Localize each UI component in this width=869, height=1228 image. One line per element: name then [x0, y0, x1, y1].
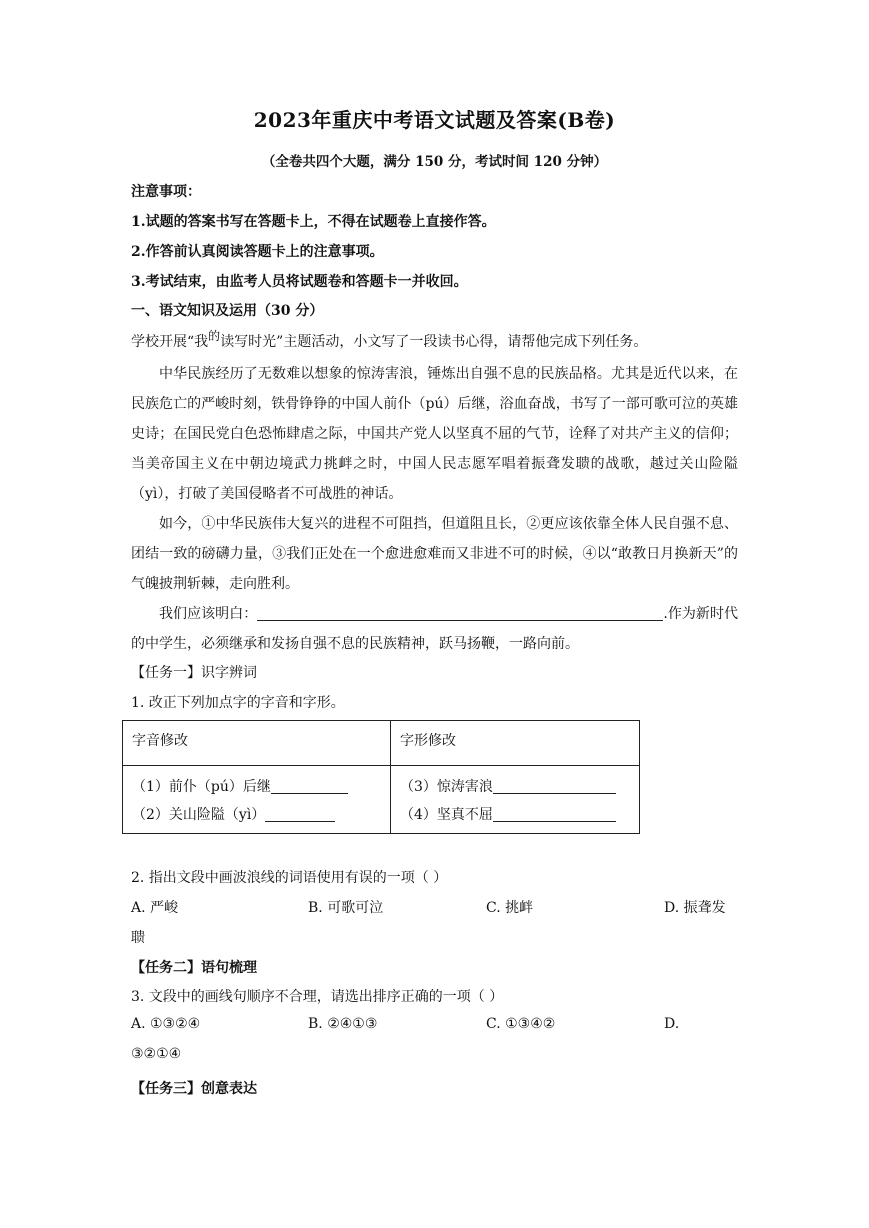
item-text: （2）关山险隘（yì）	[132, 807, 266, 823]
option-d[interactable]: D.	[664, 1016, 680, 1032]
table-header: 字音修改	[123, 721, 391, 766]
intro-text	[131, 331, 647, 351]
reading-passage	[131, 359, 738, 659]
notice-item: 1.试题的答案书写在答题卡上，不得在试题卷上直接作答。	[131, 214, 496, 230]
answer-blank[interactable]	[257, 606, 663, 621]
table-item	[132, 773, 390, 801]
notice-item: 2.作答前认真阅读答题卡上的注意事项。	[131, 244, 384, 260]
answer-blank[interactable]	[493, 807, 616, 822]
option-a[interactable]: A. 严峻	[131, 900, 179, 916]
answer-blank[interactable]	[271, 779, 348, 794]
passage-p3-prefix: 我们应该明白：	[159, 606, 258, 622]
exam-info: （全卷共四个大题，满分 150 分，考试时间 120 分钟）	[261, 154, 608, 170]
section-heading: 一、语文知识及运用（30 分）	[131, 303, 324, 319]
table-header: 字形修改	[391, 721, 640, 766]
page-title: 2023年重庆中考语文试题及答案(B卷)	[253, 108, 616, 132]
option-c[interactable]: C. 挑衅	[486, 900, 534, 916]
option-a[interactable]: A. ①③②④	[131, 1016, 201, 1032]
option-d[interactable]: D. 振聋发	[664, 900, 726, 916]
option-d-continued: 聩	[131, 930, 145, 946]
answer-blank[interactable]	[493, 779, 616, 794]
item-text: （1）前仆（pú）后继	[132, 779, 271, 795]
passage-paragraph: 如今，①中华民族伟大复兴的进程不可阻挡，但道阻且长，②更应该依靠全体人民自强不息、团结一致的磅礴力量，③我们正处在一个愈进愈难而又非进不可的时候，④以“敢教日月换新天”的气魄披荆斩棘，走向胜利。	[131, 516, 738, 592]
task-heading: 【任务三】创意表达	[131, 1081, 257, 1097]
passage-p3-suffix: .作为新时代的中学生，必须继承和发扬自强不息的民族精神，跃马扬鞭，一路向前。	[131, 606, 739, 652]
intro-sup: 的	[208, 329, 221, 343]
option-b[interactable]: B. ②④①③	[308, 1016, 378, 1032]
table-cell	[123, 766, 391, 834]
intro-part1: 学校开展“我	[131, 334, 209, 350]
table-cell	[391, 766, 640, 834]
option-b[interactable]: B. 可歌可泣	[308, 900, 384, 916]
item-text: （3）惊涛害浪	[400, 779, 493, 795]
passage-paragraph	[131, 599, 738, 659]
task-heading: 【任务二】语句梳理	[131, 960, 257, 976]
item-text: （4）坚真不屈	[400, 807, 493, 823]
question-text: 3. 文段中的画线句顺序不合理，请选出排序正确的一项（ ）	[131, 989, 504, 1005]
option-c[interactable]: C. ①③④②	[486, 1016, 556, 1032]
question-text: 2. 指出文段中画波浪线的词语使用有误的一项（ ）	[131, 870, 448, 886]
intro-part2: 读写时光”主题活动，小文写了一段读书心得，请帮他完成下列任务。	[220, 334, 648, 350]
table-item	[400, 773, 639, 801]
notice-heading: 注意事项：	[131, 184, 201, 200]
notice-item: 3.考试结束，由监考人员将试题卷和答题卡一并收回。	[131, 274, 468, 290]
task-heading: 【任务一】识字辨词	[131, 665, 257, 681]
table-item	[132, 801, 390, 829]
option-d-continued: ③②①④	[131, 1046, 182, 1062]
table-item	[400, 801, 639, 829]
answer-blank[interactable]	[265, 807, 335, 822]
correction-table	[122, 720, 640, 834]
passage-paragraph: 中华民族经历了无数难以想象的惊涛害浪，锤炼出自强不息的民族品格。尤其是近代以来，在民族危亡的严峻时刻，铁骨铮铮的中国人前仆（pú）后继，浴血奋战，书写了一部可歌可泣的英雄史诗；在国民党白色恐怖肆虐之际，中国共产党人以坚真不屈的气节，诠释了对共产主义的信仰；当美帝国主义在中朝边境武力挑衅之时，中国人民志愿军唱着振聋发聩的战歌，越过关山险隘（yì），打破了美国侵略者不可战胜的神话。	[131, 366, 738, 502]
question-text: 1. 改正下列加点字的字音和字形。	[131, 695, 345, 711]
